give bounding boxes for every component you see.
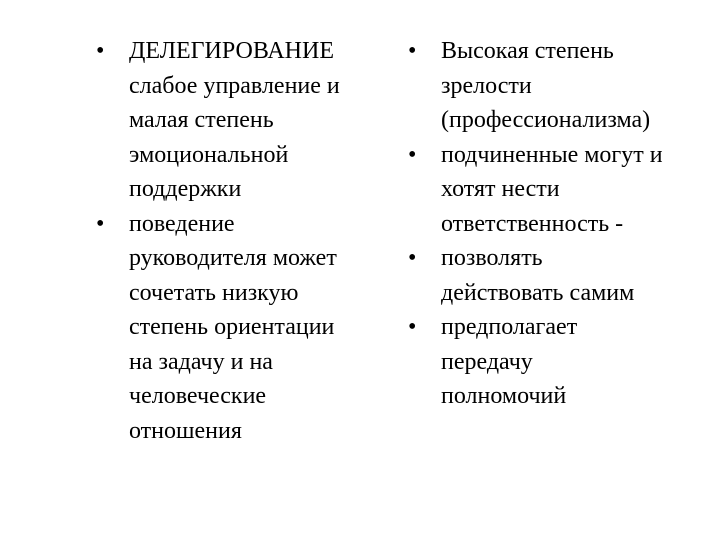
left-item-behavior xyxy=(96,207,396,449)
bullet-marker: • xyxy=(408,141,417,168)
responsibility-text: подчиненные могут и хотят нести ответственность - xyxy=(441,141,663,237)
right-item-maturity xyxy=(408,34,718,138)
left-bullet-list xyxy=(96,34,396,448)
maturity-text: Высокая степень зрелости (профессионализма) xyxy=(441,38,651,133)
bullet-marker: • xyxy=(96,38,105,64)
right-bullet-list xyxy=(408,34,718,414)
right-item-delegate-authority xyxy=(408,310,718,414)
behavior-description: поведение руководителя может сочетать низкую степень ориентации на задачу и на человеческие отношения xyxy=(129,210,337,444)
right-item-responsibility xyxy=(408,138,718,242)
authority-text: предполагает передачу полномочий xyxy=(441,314,578,409)
allow-text: позволять действовать самим xyxy=(441,245,635,306)
bullet-marker: • xyxy=(408,245,417,271)
bullet-marker: • xyxy=(408,38,417,64)
left-item-delegation xyxy=(96,34,396,207)
delegation-description: слабое управление и малая степень эмоциональной поддержки xyxy=(129,72,340,202)
right-item-allow xyxy=(408,241,718,310)
bullet-marker: • xyxy=(408,314,417,340)
delegation-heading: ДЕЛЕГИРОВАНИЕ xyxy=(129,38,334,64)
bullet-marker: • xyxy=(96,210,105,237)
